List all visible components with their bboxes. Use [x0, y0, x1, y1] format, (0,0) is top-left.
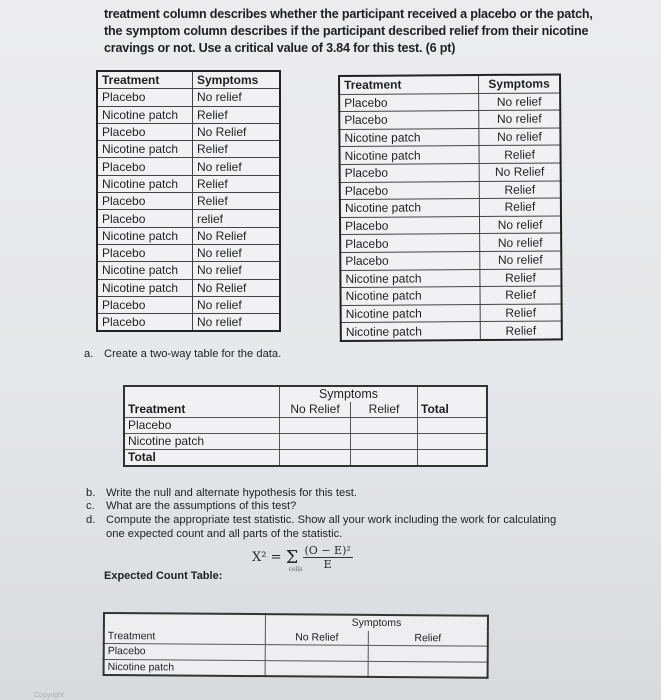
table-row	[340, 216, 561, 235]
twoway-row-label: Nicotine patch	[124, 434, 280, 450]
table-row	[339, 128, 560, 147]
twoway-cell[interactable]	[418, 434, 488, 450]
table-row	[104, 659, 488, 678]
symptom-cell: No relief	[193, 89, 281, 106]
symptom-cell: Relief	[193, 175, 281, 192]
treatment-cell: Placebo	[340, 234, 480, 253]
expected-symptoms-header: Symptoms	[265, 614, 488, 631]
table-row	[124, 434, 487, 450]
formula-denominator: E	[323, 558, 332, 571]
symptom-cell: No relief	[480, 251, 562, 269]
expected-row-label: Nicotine patch	[104, 659, 266, 676]
treatment-cell: Placebo	[97, 244, 193, 261]
treatment-cell: Placebo	[97, 89, 193, 106]
table-row	[97, 175, 280, 192]
symptom-cell: Relief	[479, 181, 561, 199]
question-c	[86, 499, 296, 513]
table-row	[124, 450, 487, 467]
symptom-cell: No relief	[193, 158, 281, 175]
twoway-cell[interactable]	[351, 434, 418, 450]
twoway-cell[interactable]	[280, 434, 351, 450]
question-c-label: c.	[86, 500, 95, 512]
symptom-cell: Relief	[479, 145, 561, 163]
symptom-cell: No relief	[193, 244, 281, 261]
data-table-2	[338, 73, 563, 341]
question-c-text: What are the assumptions of this test?	[106, 500, 297, 512]
treatment-cell: Nicotine patch	[340, 287, 480, 306]
treatment-cell: Nicotine patch	[341, 304, 481, 323]
twoway-row-label: Placebo	[124, 418, 280, 434]
symptom-cell: No relief	[479, 93, 561, 111]
table-row	[341, 304, 562, 323]
twoway-treatment-header: Treatment	[124, 402, 280, 418]
twoway-cell[interactable]	[418, 418, 488, 434]
question-b-text: Write the null and alternate hypothesis for this test.	[106, 487, 358, 499]
treatment-cell: Placebo	[340, 181, 480, 200]
sum-symbol	[285, 547, 303, 573]
table-row	[340, 268, 561, 287]
expected-row-label: Placebo	[104, 644, 266, 661]
table-row	[340, 145, 561, 164]
symptom-cell: No Relief	[193, 123, 281, 140]
twoway-total-header: Total	[418, 402, 488, 418]
expected-no-relief-header: No Relief	[265, 630, 368, 646]
treatment-cell: Placebo	[340, 216, 480, 235]
treatment-cell: Placebo	[339, 111, 479, 130]
symptom-cell: Relief	[480, 268, 562, 286]
twoway-relief-header: Relief	[351, 402, 418, 418]
twoway-no-relief-header: No Relief	[280, 402, 351, 418]
table-row	[97, 106, 280, 123]
symptom-cell: Relief	[193, 193, 281, 210]
chi-square-formula	[252, 544, 353, 571]
table-row	[340, 233, 561, 252]
expected-cell[interactable]	[368, 661, 488, 678]
symptom-cell: No Relief	[479, 163, 561, 181]
twoway-row-label: Total	[124, 450, 280, 467]
expected-cell[interactable]	[265, 660, 368, 677]
symptom-cell: No Relief	[193, 227, 281, 244]
symptom-cell: Relief	[480, 286, 562, 304]
intro-text: treatment column describes whether the participant received a placebo or the patch, the symptom column describes if the participant described relief from their nicotine cravings or not. Use a critical value of 3.84 for this test. (6 pt)	[104, 7, 593, 55]
question-d	[86, 513, 566, 541]
symptom-cell: No relief	[479, 128, 561, 146]
copyright-watermark: Copyright	[34, 692, 64, 699]
table-row	[340, 251, 561, 270]
table-row	[340, 163, 561, 182]
treatment-cell: Placebo	[97, 210, 193, 227]
treatment-cell: Nicotine patch	[339, 128, 479, 147]
question-b	[86, 486, 357, 500]
twoway-cell[interactable]	[351, 418, 418, 434]
table1-header-symptoms: Symptoms	[193, 71, 281, 89]
treatment-cell: Nicotine patch	[97, 106, 193, 123]
symptom-cell: No relief	[479, 216, 561, 234]
data-table-1	[96, 70, 281, 332]
table2-header-treatment: Treatment	[339, 75, 479, 94]
table-row	[97, 158, 280, 175]
treatment-cell: Nicotine patch	[340, 199, 480, 218]
table-row	[340, 286, 561, 305]
twoway-cell[interactable]	[351, 450, 418, 467]
symptom-cell: No relief	[480, 233, 562, 251]
treatment-cell: Placebo	[97, 158, 193, 175]
table-row	[97, 89, 280, 106]
treatment-cell: Nicotine patch	[340, 269, 480, 288]
symptom-cell: No relief	[193, 262, 281, 279]
table-row	[339, 93, 560, 112]
formula-sub: cells	[288, 566, 303, 573]
table-row	[339, 110, 560, 129]
table-row	[97, 193, 280, 210]
treatment-cell: Placebo	[340, 251, 480, 270]
question-a	[84, 347, 281, 361]
formula-sum: Σ	[285, 547, 299, 568]
table-row	[340, 181, 561, 200]
twoway-cell[interactable]	[280, 450, 351, 467]
question-d-text: Compute the appropriate test statistic. Show all your work including the work for calculating one expected count and all parts of the statistic.	[106, 514, 557, 540]
treatment-cell: Placebo	[339, 93, 479, 112]
symptom-cell: Relief	[193, 141, 281, 158]
expected-treatment-header: Treatment	[104, 629, 266, 645]
table-row	[97, 227, 280, 244]
twoway-cell[interactable]	[418, 450, 488, 467]
treatment-cell: Nicotine patch	[97, 175, 193, 192]
treatment-cell: Nicotine patch	[340, 146, 480, 165]
expected-cell[interactable]	[368, 645, 488, 661]
symptom-cell: No relief	[193, 314, 281, 332]
symptom-cell: No relief	[193, 296, 281, 313]
formula-fraction	[303, 544, 353, 571]
table-row	[97, 244, 280, 261]
table-row	[97, 262, 280, 279]
question-a-label: a.	[84, 348, 94, 360]
symptom-cell: No relief	[479, 110, 561, 128]
symptom-cell: Relief	[193, 106, 281, 123]
table-row	[97, 123, 280, 140]
expected-count-table	[103, 612, 489, 679]
table1-header-treatment: Treatment	[97, 71, 193, 89]
treatment-cell: Placebo	[97, 296, 193, 313]
question-b-label: b.	[86, 487, 96, 499]
question-a-text: Create a two-way table for the data.	[104, 348, 282, 360]
question-d-label: d.	[86, 514, 96, 526]
treatment-cell: Placebo	[340, 163, 480, 182]
symptom-cell: Relief	[479, 198, 561, 216]
treatment-cell: Nicotine patch	[97, 227, 193, 244]
treatment-cell: Placebo	[97, 123, 193, 140]
formula-numerator: (O − E)²	[304, 544, 351, 557]
treatment-cell: Nicotine patch	[97, 262, 193, 279]
treatment-cell: Placebo	[97, 193, 193, 210]
table-row	[341, 321, 562, 341]
symptom-cell: Relief	[480, 321, 562, 340]
table-row	[97, 210, 280, 227]
table-row	[97, 279, 280, 296]
two-way-table	[123, 385, 488, 467]
symptom-cell: No Relief	[193, 279, 281, 296]
table-row	[97, 141, 280, 158]
expected-cell[interactable]	[265, 645, 368, 661]
table-row	[97, 296, 280, 313]
treatment-cell: Nicotine patch	[97, 141, 193, 158]
treatment-cell: Placebo	[97, 314, 193, 332]
symptom-cell: relief	[193, 210, 281, 227]
table2-header-symptoms: Symptoms	[479, 74, 561, 93]
treatment-cell: Nicotine patch	[341, 322, 481, 341]
table-row	[340, 198, 561, 217]
symptom-cell: Relief	[480, 304, 562, 322]
formula-lhs: X² =	[252, 550, 282, 565]
table-row	[97, 314, 280, 332]
table-row	[124, 418, 487, 434]
expected-relief-header: Relief	[368, 630, 488, 646]
twoway-symptoms-header: Symptoms	[280, 386, 418, 402]
treatment-cell: Nicotine patch	[97, 279, 193, 296]
expected-count-label: Expected Count Table:	[104, 570, 223, 582]
twoway-cell[interactable]	[280, 418, 351, 434]
